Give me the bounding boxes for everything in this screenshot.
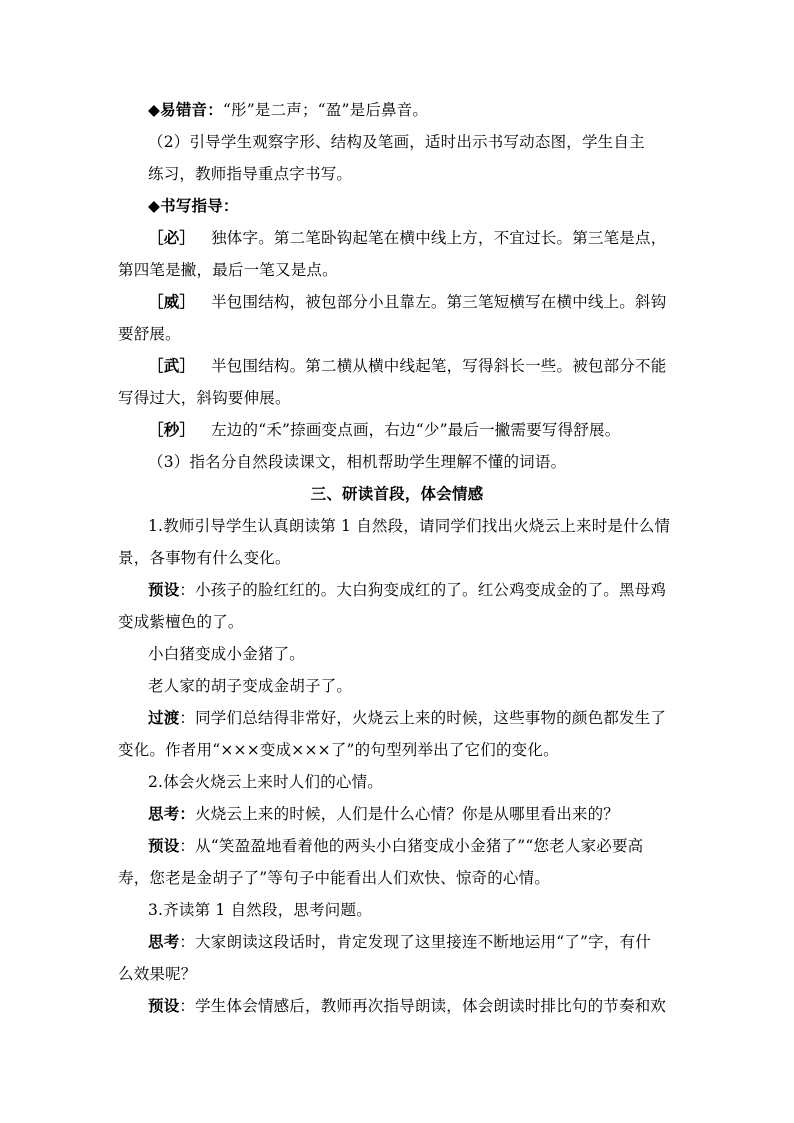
section-heading: 三、研读首段，体会情感	[310, 484, 484, 503]
preset-text: ：小孩子的脸红红的。大白狗变成红的了。红公鸡变成金的了。黑母鸡	[179, 581, 667, 599]
line-9	[148, 356, 666, 376]
line-25: 3.齐读第 1 自然段，思考问题。	[148, 901, 372, 919]
preset-text: ：从“笑盈盈地看着他的两头小白猪变成小金猪了”“您老人家必要高	[179, 837, 644, 855]
line-23	[148, 836, 643, 856]
line-11	[148, 420, 620, 440]
char-bi-label: ［必］	[148, 228, 196, 247]
preset-label: 预设	[148, 996, 180, 1015]
line-22	[148, 804, 619, 824]
char-wei-label: ［威］	[148, 292, 196, 311]
char-wei-text: 半包围结构，被包部分小且靠左。第三笔短横写在横中线上。斜钩	[211, 293, 667, 311]
line-14: 景，各事物有什么变化。	[118, 549, 291, 567]
wrong-pronunciation-label: ◆易错音：	[148, 100, 223, 119]
preset-text: ：学生体会情感后，教师再次指导朗读，体会朗读时排比句的节奏和欢	[179, 997, 667, 1015]
line-24: 寿，您老是金胡子了”等句子中能看出人们欢快、惊奇的心情。	[118, 869, 551, 887]
line-10: 写得过大，斜钩要伸展。	[118, 389, 291, 407]
line-12: （3）指名分自然段读课文，相机帮助学生理解不懂的词语。	[148, 453, 567, 471]
transition-label: 过渡	[148, 708, 180, 727]
line-18: 老人家的胡子变成金胡子了。	[148, 677, 353, 695]
char-wu-text: 半包围结构。第二横从横中线起笔，写得斜长一些。被包部分不能	[211, 357, 667, 375]
char-miao-text: 左边的“禾”捺画变点画，右边“少”最后一撇需要写得舒展。	[211, 421, 621, 439]
line-13: 1.教师引导学生认真朗读第 1 自然段，请同学们找出火烧云上来时是什么情	[148, 517, 671, 535]
line-17: 小白猪变成小金猪了。	[148, 645, 306, 663]
line-15	[148, 580, 666, 600]
writing-guide-label: ◆书写指导：	[148, 196, 239, 215]
preset-label: 预设	[148, 836, 180, 855]
wrong-pronunciation-text: “彤”是二声；“盈”是后鼻音。	[222, 101, 429, 119]
think-label: 思考	[148, 932, 180, 951]
line-6: 第四笔是撇，最后一笔又是点。	[118, 261, 338, 279]
line-2: （2）引导学生观察字形、结构及笔画，适时出示书写动态图，学生自主	[148, 133, 645, 151]
line-1	[148, 100, 428, 120]
line-21: 2.体会火烧云上来时人们的心情。	[148, 773, 383, 791]
transition-text: ：同学们总结得非常好，火烧云上来的时候，这些事物的颜色都发生了	[179, 709, 667, 727]
think-text: 火烧云上来的时候，人们是什么心情？你是从哪里看出来的？	[195, 805, 620, 823]
line-5	[148, 228, 666, 248]
line-16: 变成紫檀色的了。	[118, 613, 244, 631]
think-label: 思考：	[148, 804, 196, 823]
line-19	[148, 708, 666, 728]
line-27: 么效果呢？	[118, 965, 197, 983]
line-8: 要舒展。	[118, 325, 181, 343]
char-wu-label: ［武］	[148, 356, 196, 375]
line-3: 练习，教师指导重点字书写。	[148, 165, 353, 183]
line-28	[148, 996, 666, 1016]
line-26	[148, 932, 651, 952]
char-bi-text: 独体字。第二笔卧钩起笔在横中线上方，不宜过长。第三笔是点，	[211, 229, 667, 247]
char-miao-label: ［秒］	[148, 420, 196, 439]
line-20: 变化。作者用“×××变成×××了”的句型列举出了它们的变化。	[118, 741, 559, 759]
preset-label: 预设	[148, 580, 180, 599]
think-text: ：大家朗读这段话时，肯定发现了这里接连不断地运用“了”字，有什	[179, 933, 651, 951]
line-7	[148, 292, 666, 312]
